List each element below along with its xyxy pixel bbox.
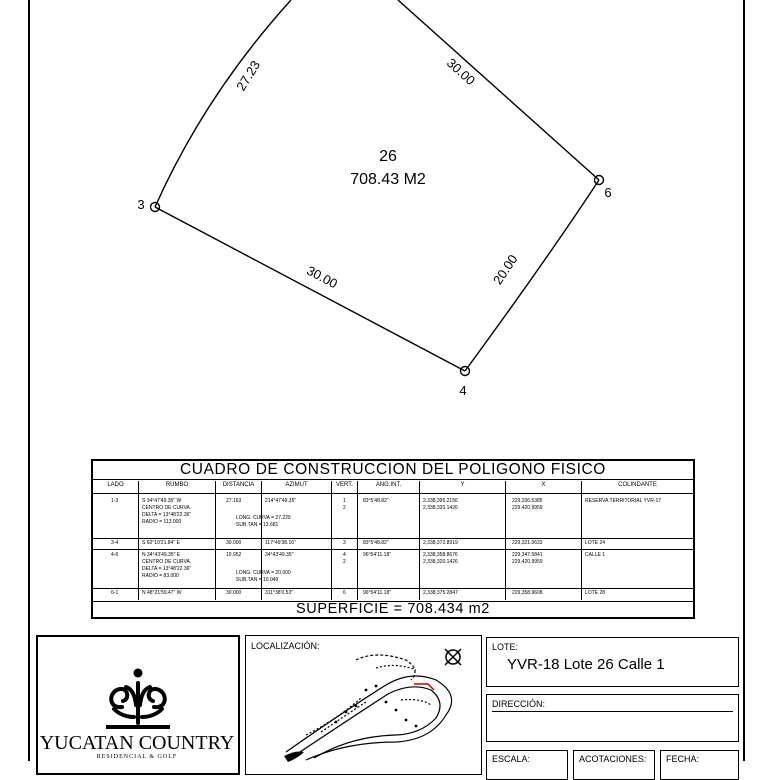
side-length-3-4: 30.00	[304, 262, 341, 292]
lot-edge-6-1	[398, 0, 599, 180]
cell-vert: 6	[332, 589, 358, 600]
location-label: LOCALIZACIÓN:	[251, 641, 320, 651]
direccion-label: DIRECCIÓN:	[492, 699, 546, 709]
lote-value: YVR-18 Lote 26 Calle 1	[507, 656, 665, 673]
lot-edge-3-4	[155, 207, 465, 371]
cell-y: 2,338,375.2847	[420, 589, 506, 600]
lot-area: 708.43 M2	[350, 171, 426, 188]
cell-azimut: 117°49'38.16"	[262, 539, 332, 549]
cell-y: 2,338,372.8919	[420, 539, 506, 549]
side-length-4-6: 20.00	[489, 251, 521, 288]
direccion-line	[492, 711, 733, 712]
logo-box	[36, 635, 240, 775]
header-vert: VERT.	[332, 481, 358, 493]
fecha-box	[660, 750, 739, 780]
header-distancia: DISTANCIA	[216, 481, 262, 493]
cell-colindante: LOTE 24	[585, 540, 606, 546]
cell-rumbo: N 48°21'59.47" W	[139, 589, 216, 600]
cell-lado: 4-6	[93, 550, 139, 588]
cell-azimut: 214°47'49.35"	[262, 494, 332, 538]
cell-colindante: CALLE 1	[585, 552, 606, 558]
cell-distancia: 30.000	[216, 539, 262, 549]
cell-colindante: RESERVA TERRITORIAL YVR-17	[585, 498, 662, 504]
side-length-1-3: 27.23	[233, 57, 264, 94]
fecha-label: FECHA:	[666, 754, 700, 764]
brand-name: YUCATAN COUNTRY	[39, 732, 235, 754]
table-row	[93, 550, 693, 589]
escala-box	[486, 750, 568, 780]
cell-x: 229,358.9608	[506, 589, 582, 600]
cell-curve-data: LONG. CURVA = 20.000 SUB.TAN = 10.049	[236, 570, 291, 583]
cell-vert: 1 2	[332, 494, 358, 538]
table-row	[93, 539, 693, 550]
header-colindante: COLINDANTE	[618, 482, 657, 488]
construction-table	[91, 459, 695, 619]
side-length-6-1: 30.00	[443, 55, 479, 89]
north-arrow-icon	[442, 646, 464, 668]
cell-rumbo: S 62°10'21.84" E	[139, 539, 216, 549]
cell-ang-int: 83°5'48.82"	[358, 494, 420, 538]
lote-label: LOTE:	[492, 642, 519, 652]
escala-label: ESCALA:	[492, 754, 531, 764]
vertex-label-3: 3	[137, 197, 145, 212]
cell-colindante: LOTE 28	[585, 590, 606, 596]
cell-ang-int: 83°5'48.82"	[358, 539, 420, 549]
cell-lado: 1-3	[93, 494, 139, 538]
cell-x: 229,336.5385 229,420.9959	[506, 494, 582, 538]
location-box	[245, 635, 482, 775]
acotaciones-label: ACOTACIONES:	[579, 754, 647, 764]
header-y: Y	[420, 481, 506, 493]
brand-tagline: RESIDENCIAL & GOLF	[96, 754, 178, 760]
header-lado: LADO	[93, 481, 139, 493]
cell-ang-int: 96°54'11.18"	[358, 550, 420, 588]
cell-vert: 4 2	[332, 550, 358, 588]
cell-vert: 3	[332, 539, 358, 549]
table-title: CUADRO DE CONSTRUCCION DEL POLIGONO FISICO	[93, 461, 693, 480]
table-row	[93, 494, 693, 539]
cell-rumbo: S 34°47'49.35" W CENTRO DE CURVA DELTA = 13°48'22.36" RADIO = 113.000	[139, 494, 216, 538]
cell-azimut: 34°43'49.35"	[262, 550, 332, 588]
direccion-box	[486, 694, 739, 742]
cell-lado: 3-4	[93, 539, 139, 549]
cell-x: 229,347.5841 229,420.9959	[506, 550, 582, 588]
table-row	[93, 589, 693, 600]
lot-edge-4-6	[465, 180, 599, 371]
cell-y: 2,338,358.8676 2,338,320.1426	[420, 550, 506, 588]
cell-distancia: 30.000	[216, 589, 262, 600]
header-rumbo: RUMBO	[139, 481, 216, 493]
vertex-label-4: 4	[459, 383, 467, 398]
lot-number: 26	[379, 148, 397, 165]
header-ang-int: ANG.INT.	[358, 481, 420, 493]
acotaciones-box	[573, 750, 655, 780]
cell-y: 2,338,395.2156 2,338,320.1426	[420, 494, 506, 538]
lote-box	[486, 637, 739, 687]
header-azimut: AZIMUT	[262, 481, 332, 493]
area-summary: SUPERFICIE = 708.434 m2	[93, 601, 693, 617]
header-x: X	[506, 481, 582, 493]
cell-x: 229,321.0633	[506, 539, 582, 549]
cell-curve-data: LONG. CURVA = 27.229 SUB.TAN = 13.681	[236, 515, 291, 528]
cell-ang-int: 96°54'11.18"	[358, 589, 420, 600]
vertex-label-6: 6	[604, 185, 612, 200]
cell-distancia: 19.952	[216, 550, 262, 588]
cell-distancia: 27.163	[216, 494, 262, 538]
cell-rumbo: N 34°43'49.35" E CENTRO DE CURVA DELTA = 13°48'22.36" RADIO = 83.000	[139, 550, 216, 588]
cell-lado: 6-1	[93, 589, 139, 600]
table-header-row	[93, 481, 693, 494]
lot-edge-1-3	[155, 0, 291, 207]
cell-azimut: 311°38'0.53"	[262, 589, 332, 600]
